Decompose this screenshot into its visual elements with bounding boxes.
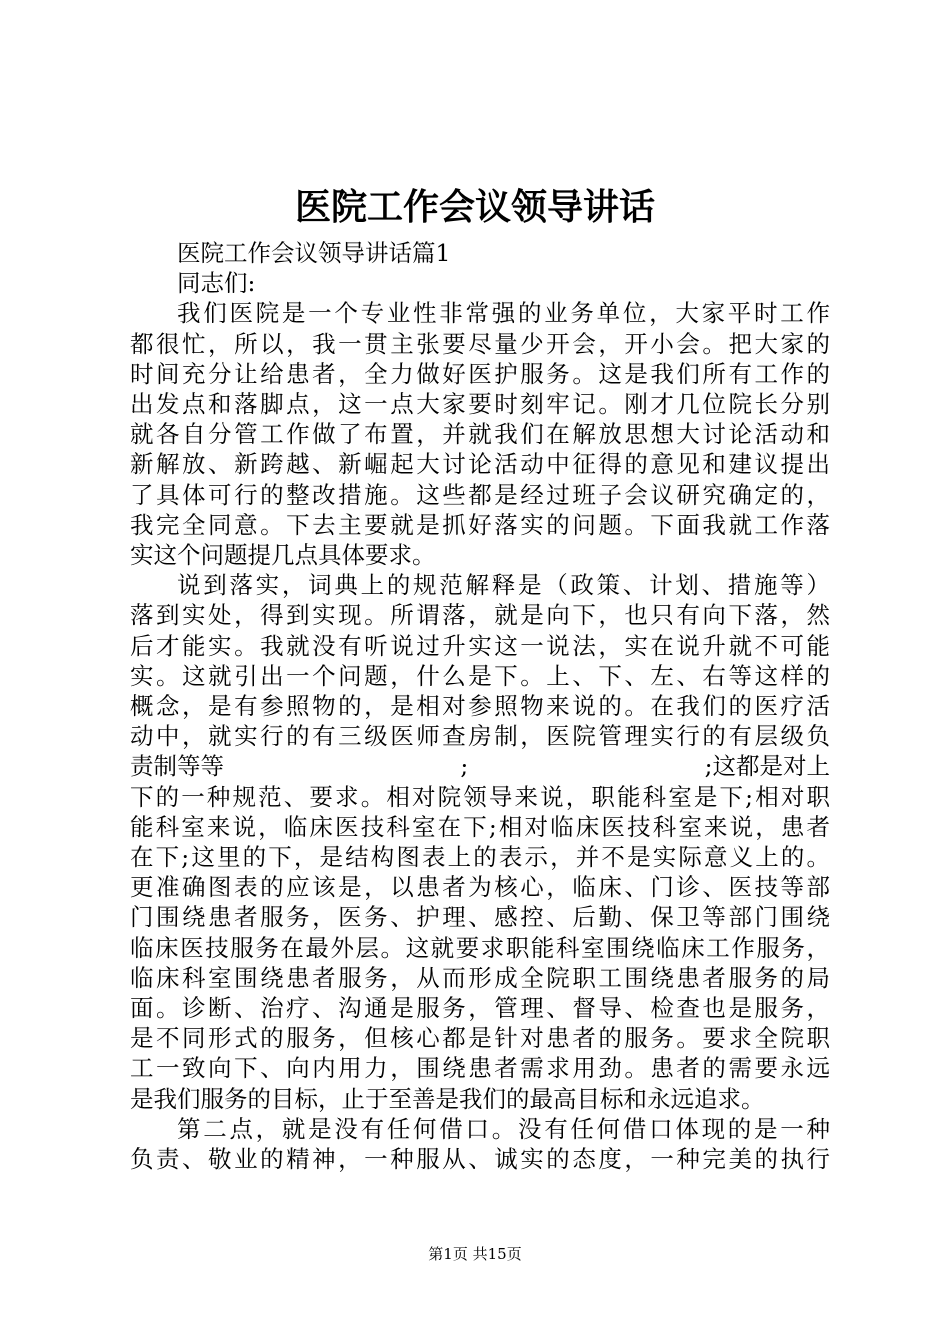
text-line: 了具体可行的整改措施。这些都是经过班子会议研究确定的， xyxy=(130,480,830,509)
text-line: 临床科室围绕患者服务，从而形成全院职工围绕患者服务的局 xyxy=(130,963,830,992)
page-footer: 第1页 共15页 xyxy=(428,1245,522,1263)
text-line: 实这个问题提几点具体要求。 xyxy=(130,541,436,570)
text-line: 时间充分让给患者，全力做好医护服务。这是我们所有工作的 xyxy=(130,359,830,388)
text-line: 是我们服务的目标，止于至善是我们的最高目标和永远追求。 xyxy=(130,1084,765,1113)
text-line: 我们医院是一个专业性非常强的业务单位，大家平时工作 xyxy=(177,299,830,328)
text-line: 在下;这里的下，是结构图表上的表示，并不是实际意义上的。 xyxy=(130,843,830,872)
salutation: 同志们: xyxy=(177,269,256,298)
text-line: 面。诊断、治疗、沟通是服务，管理、督导、检查也是服务， xyxy=(130,994,830,1023)
text-line: 负责、敬业的精神，一种服从、诚实的态度，一种完美的执行 xyxy=(130,1145,830,1174)
text-line: 落到实处，得到实现。所谓落，就是向下，也只有向下落，然 xyxy=(130,601,830,630)
text-line: 后才能实。我就没有听说过升实这一说法，实在说升就不可能 xyxy=(130,631,830,660)
text-line: 都很忙，所以，我一贯主张要尽量少开会，开小会。把大家的 xyxy=(130,329,830,358)
text-line: 门围绕患者服务，医务、护理、感控、后勤、保卫等部门围绕 xyxy=(130,903,830,932)
text-line: 临床医技服务在最外层。这就要求职能科室围绕临床工作服务， xyxy=(130,933,830,962)
text-line: 我完全同意。下去主要就是抓好落实的问题。下面我就工作落 xyxy=(130,510,830,539)
text-line: 概念，是有参照物的，是相对参照物来说的。在我们的医疗活 xyxy=(130,692,830,721)
paragraph-1 xyxy=(130,298,830,570)
text-line: 第二点，就是没有任何借口。没有任何借口体现的是一种 xyxy=(177,1114,830,1143)
text-fragment: 责制等等 xyxy=(130,752,224,781)
document-subtitle: 医院工作会议领导讲话篇1 xyxy=(177,239,451,267)
text-line: 工一致向下、向内用力，围绕患者需求用劲。患者的需要永远 xyxy=(130,1054,830,1083)
text-line: 下的一种规范、要求。相对院领导来说，职能科室是下;相对职 xyxy=(130,782,830,811)
paragraph-3 xyxy=(130,1114,830,1174)
text-line: 是不同形式的服务，但核心都是针对患者的服务。要求全院职 xyxy=(130,1024,830,1053)
text-line-spread xyxy=(130,751,830,781)
document-body xyxy=(130,238,830,1174)
text-line: 新解放、新跨越、新崛起大讨论活动中征得的意见和建议提出 xyxy=(130,450,830,479)
paragraph-2 xyxy=(130,570,830,1114)
text-line: 就各自分管工作做了布置，并就我们在解放思想大讨论活动和 xyxy=(130,420,830,449)
page-title: 医院工作会议领导讲话 xyxy=(294,186,655,228)
text-line: 说到落实，词典上的规范解释是（政策、计划、措施等） xyxy=(177,571,830,600)
text-line: 出发点和落脚点，这一点大家要时刻牢记。刚才几位院长分别 xyxy=(130,390,830,419)
text-fragment: ;这都是对上 xyxy=(704,752,830,781)
text-line: 动中，就实行的有三级医师查房制，医院管理实行的有层级负 xyxy=(130,722,830,751)
text-line: 实。这就引出一个问题，什么是下。上、下、左、右等这样的 xyxy=(130,661,830,690)
text-line: 更准确图表的应该是，以患者为核心，临床、门诊、医技等部 xyxy=(130,873,830,902)
text-line: 能科室来说，临床医技科室在下;相对临床医技科室来说，患者 xyxy=(130,812,830,841)
text-fragment: ; xyxy=(460,752,469,781)
